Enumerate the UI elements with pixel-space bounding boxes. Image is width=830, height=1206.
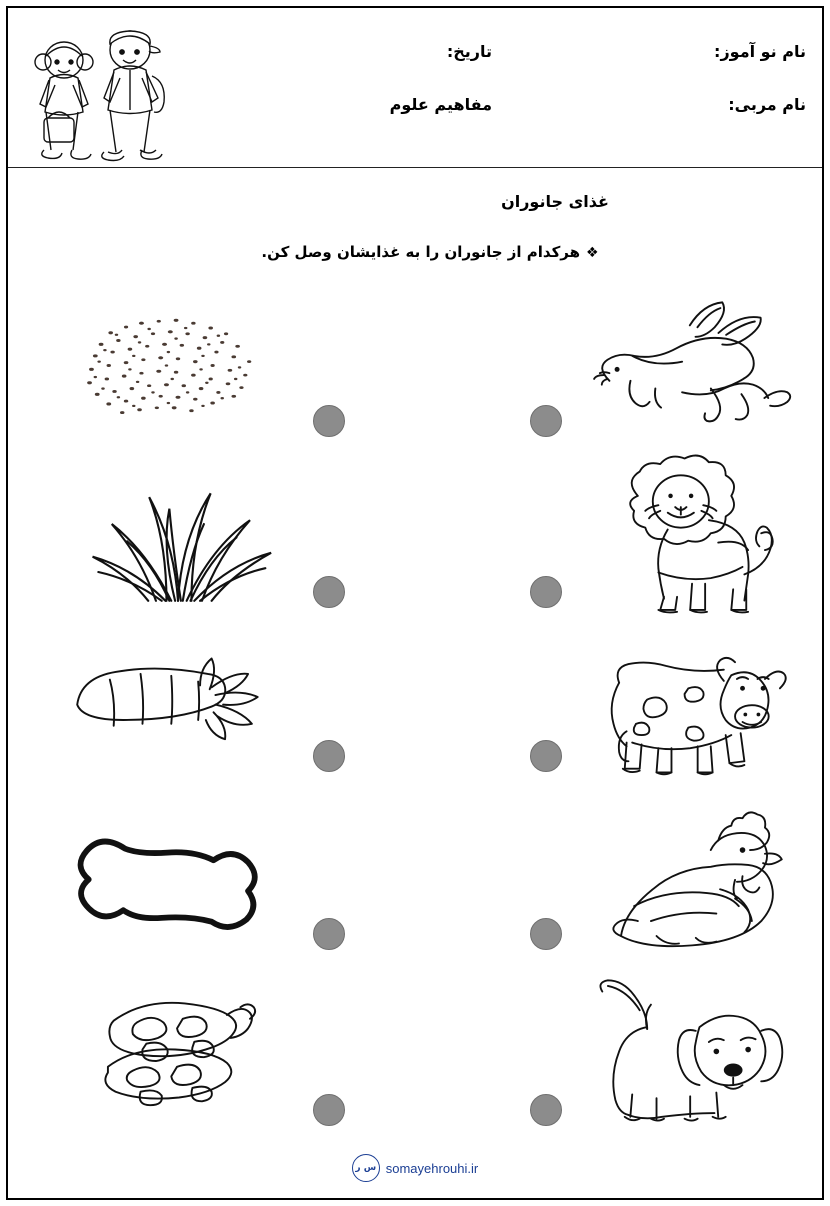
animal-cell-hen [560, 793, 810, 964]
cow-icon [560, 622, 810, 793]
matching-rows [0, 280, 830, 1135]
connector-dot-food-1[interactable] [313, 405, 345, 437]
connector-dot-animal-2[interactable] [530, 576, 562, 608]
bullet-icon: ❖ [586, 245, 599, 261]
seeds-pile-icon [28, 280, 328, 451]
connector-dot-food-4[interactable] [313, 918, 345, 950]
header-fields-right [714, 42, 806, 148]
connector-dot-food-2[interactable] [313, 576, 345, 608]
food-cell-meat [28, 964, 328, 1135]
meat-ham-icon [28, 964, 328, 1135]
footer [0, 1154, 830, 1182]
food-cell-bone [28, 793, 328, 964]
instruction-line [30, 243, 830, 261]
connector-dot-animal-4[interactable] [530, 918, 562, 950]
hen-icon [560, 793, 810, 964]
teacher-name-field[interactable]: نام مربی: [728, 95, 806, 114]
student-name-field[interactable]: نام نو آموز: [714, 42, 806, 61]
food-cell-grass [28, 451, 328, 622]
connector-dot-animal-1[interactable] [530, 405, 562, 437]
connector-dot-food-3[interactable] [313, 740, 345, 772]
table-row [0, 280, 830, 451]
site-url[interactable]: somayehrouhi.ir [385, 1160, 479, 1176]
table-row [0, 451, 830, 622]
two-children-illustration-icon [18, 14, 188, 170]
animal-cell-cow [560, 622, 810, 793]
worksheet-header [8, 8, 822, 168]
table-row [0, 964, 830, 1135]
food-cell-carrot [28, 622, 328, 793]
date-field[interactable]: تاریخ: [446, 42, 492, 61]
animal-cell-rabbit [560, 280, 810, 451]
page-title: غذای جانوران [501, 192, 609, 211]
table-row [0, 793, 830, 964]
animal-cell-lion [560, 451, 810, 622]
grass-icon [28, 451, 328, 622]
animal-cell-puppy [560, 964, 810, 1135]
site-logo-icon: س ر [352, 1154, 380, 1182]
connector-dot-animal-5[interactable] [530, 1094, 562, 1126]
rabbit-icon [560, 280, 810, 451]
subject-label: مفاهیم علوم [389, 95, 492, 114]
instruction-text: هرکدام از جانوران را به غذایشان وصل کن. [261, 243, 581, 261]
header-fields-mid [390, 42, 492, 148]
food-cell-seeds [28, 280, 328, 451]
bone-icon [28, 793, 328, 964]
lion-icon [560, 451, 810, 622]
connector-dot-animal-3[interactable] [530, 740, 562, 772]
carrot-icon [28, 622, 328, 793]
puppy-icon [560, 964, 810, 1135]
connector-dot-food-5[interactable] [313, 1094, 345, 1126]
table-row [0, 622, 830, 793]
